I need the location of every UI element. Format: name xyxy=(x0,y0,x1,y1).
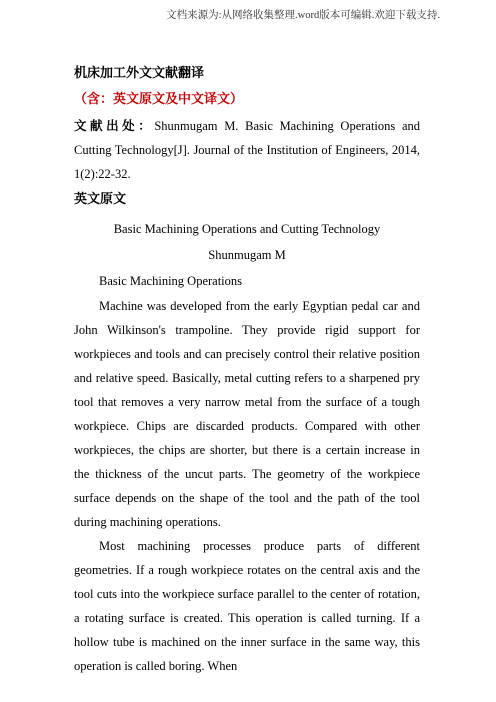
paragraph: Machine was developed from the early Egyptian pedal car and John Wilkinson's trampoline. They provide rigid support for workpieces and tools and can precisely control their relative position and relative speed. Basically, metal cutting refers to a sharpened pry tool that removes a very narrow metal from the surface of a tough workpiece. Chips are discarded products. Compared with other workpieces, the chips are shorter, but there is a certain increase in the thickness of the uncut parts. The geometry of the workpiece surface depends on the shape of the tool and the path of the tool during machining operations. xyxy=(74,299,420,529)
paper-author: Shunmugam M xyxy=(208,248,286,262)
paragraph: Most machining processes produce parts of different geometries. If a rough workpiece rotates on the central axis and the tool cuts into the workpiece surface parallel to the center of rotation, a rotating surface is created. This operation is called turning. If a hollow tube is machined on the inner surface in the same way, this operation is called boring. When xyxy=(74,539,420,673)
source-citation xyxy=(74,114,420,186)
header-note: 文档来源为:从网络收集整理.word版本可编辑.欢迎下载支持. xyxy=(166,10,440,21)
source-text: Shunmugam M. Basic Machining Operations and Cutting Technology[J]. Journal of the Institution of Engineers, 2014, 1(2):22-32. xyxy=(74,119,420,181)
document-body xyxy=(74,64,420,678)
document-title: 机床加工外文文献翻译 xyxy=(74,65,205,80)
paper-title: Basic Machining Operations and Cutting Technology xyxy=(113,222,381,236)
source-label: 文献出处： xyxy=(74,119,155,133)
section-heading: Basic Machining Operations xyxy=(99,274,243,288)
section-label: 英文原文 xyxy=(74,191,127,206)
document-subtitle: （含：英文原文及中文译文） xyxy=(74,91,244,106)
